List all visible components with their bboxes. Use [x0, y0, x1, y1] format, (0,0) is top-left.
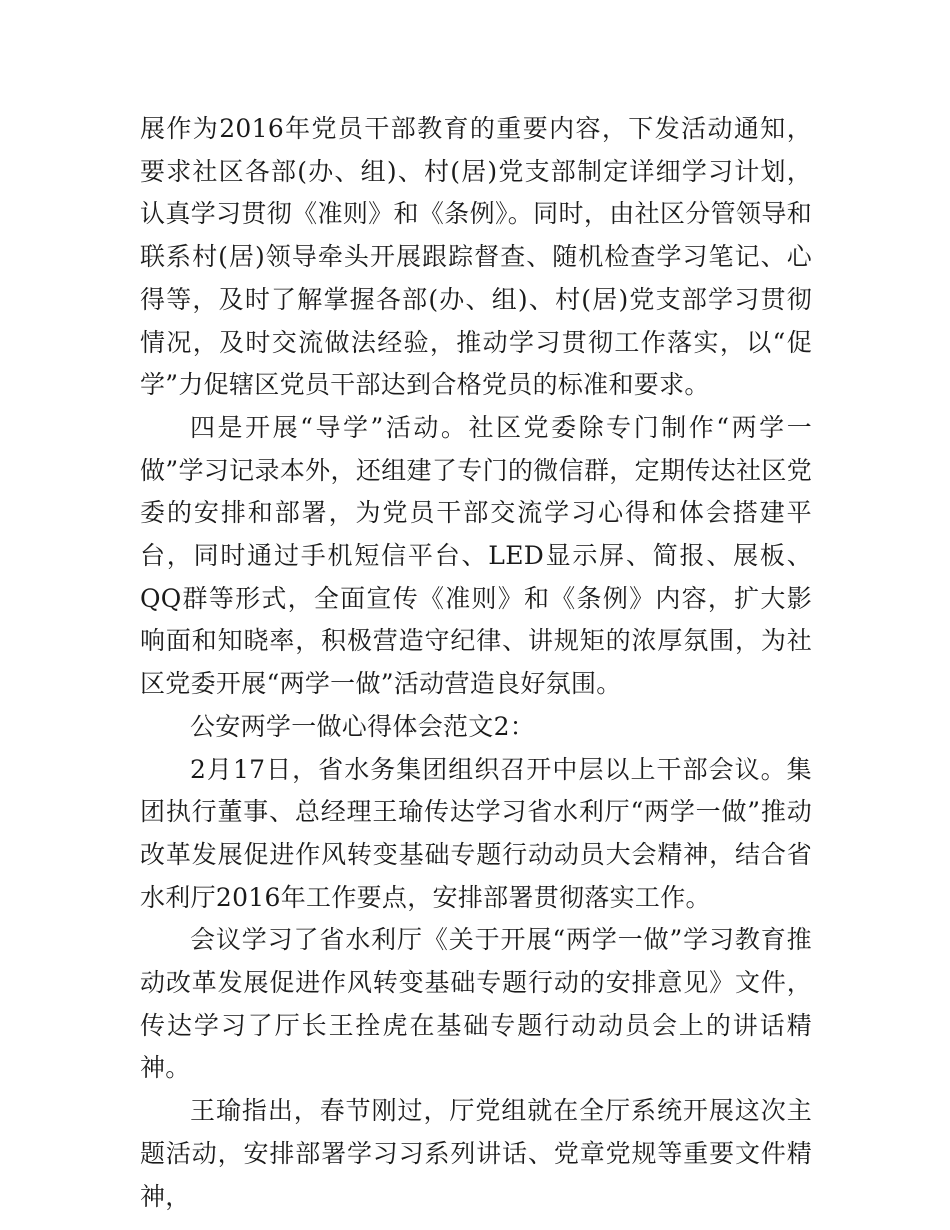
paragraph-4: 2月17日，省水务集团组织召开中层以上干部会议。集团执行董事、总经理王瑜传达学习省水利厅“两学一做”推动改革发展促进作风转变基础专题行动动员大会精神，结合省水利厅2016年工作要点，安排部署贯彻落实工作。	[140, 754, 812, 912]
paragraph-5: 会议学习了省水利厅《关于开展“两学一做”学习教育推动改革发展促进作风转变基础专题行动的安排意见》文件，传达学习了厅长王拴虎在基础专题行动动员会上的讲话精神。	[140, 925, 812, 1083]
paragraph-6: 王瑜指出，春节刚过，厅党组就在全厅系统开展这次主题活动，安排部署学习习系列讲话、党章党规等重要文件精神，	[140, 1096, 812, 1211]
document-body	[140, 108, 812, 1218]
paragraph-3-heading: 公安两学一做心得体会范文2：	[190, 711, 536, 741]
paragraph-2: 四是开展“导学”活动。社区党委除专门制作“两学一做”学习记录本外，还组建了专门的微信群，定期传达社区党委的安排和部署，为党员干部交流学习心得和体会搭建平台，同时通过手机短信平台、LED显示屏、简报、展板、QQ群等形式，全面宣传《准则》和《条例》内容，扩大影响面和知晓率，积极营造守纪律、讲规矩的浓厚氛围，为社区党委开展“两学一做”活动营造良好氛围。	[140, 412, 812, 699]
paragraph-1: 展作为2016年党员干部教育的重要内容，下发活动通知，要求社区各部(办、组)、村(居)党支部制定详细学习计划，认真学习贯彻《准则》和《条例》。同时，由社区分管领导和联系村(居)领导牵头开展跟踪督查、随机检查学习笔记、心得等，及时了解掌握各部(办、组)、村(居)党支部学习贯彻情况，及时交流做法经验，推动学习贯彻工作落实，以“促学”力促辖区党员干部达到合格党员的标准和要求。	[140, 114, 812, 400]
